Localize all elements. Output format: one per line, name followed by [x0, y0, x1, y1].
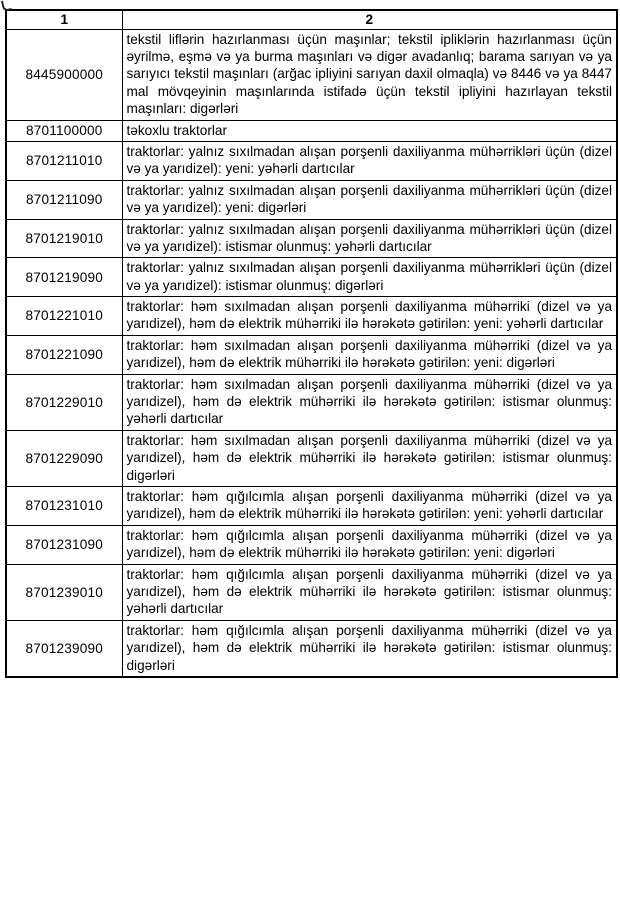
hs-code-cell: 8701100000	[6, 120, 122, 141]
table-row	[6, 374, 617, 430]
description-cell: traktorlar: yalnız sıxılmadan alışan porşenli daxiliyanma mühərrikləri üçün (dizel və ya yarıdizel): yeni: yəhərli dartıcılar	[122, 141, 617, 180]
header-row	[6, 10, 617, 29]
description-cell: traktorlar: yalnız sıxılmadan alışan porşenli daxiliyanma mühərrikləri üçün (dizel və ya yarıdizel): istismar olunmuş: digərləri	[122, 258, 617, 297]
page-corner-artifact	[1, 0, 12, 12]
description-cell: təkoxlu traktorlar	[122, 120, 617, 141]
table-row	[6, 141, 617, 180]
table-row	[6, 620, 617, 677]
table-row	[6, 487, 617, 526]
table-row	[6, 219, 617, 258]
description-cell: tekstil liflərin hazırlanması üçün maşınlar; tekstil ipliklərin hazırlanması üçün əyrilmə, eşmə və ya burma maşınları və digər avadanlıq; barama sarıyan və ya sarıyıcı tekstil maşınları (arğac ipliyini sarıyan daxil olmaqla) və 8446 və ya 8447 mal mövqeyinin maşınlarında istifadə üçün tekstil ipliyini hazırlayan tekstil maşınları: digərləri	[122, 29, 617, 120]
table-row	[6, 258, 617, 297]
description-cell: traktorlar: həm qığılcımla alışan porşenli daxiliyanma mühərriki (dizel və ya yarıdizel), həm də elektrik mühərriki ilə hərəkətə gətirilən: yeni: digərləri	[122, 525, 617, 564]
column-header-1: 1	[6, 10, 122, 29]
hs-code-cell: 8701229010	[6, 374, 122, 430]
hs-code-cell: 8701239090	[6, 620, 122, 677]
description-cell: traktorlar: həm sıxılmadan alışan porşenli daxiliyanma mühərriki (dizel və ya yarıdizel), həm də elektrik mühərriki ilə hərəkətə gətirilən: yeni: yəhərli dartıcılar	[122, 297, 617, 336]
hs-code-cell: 8701219090	[6, 258, 122, 297]
table-row	[6, 180, 617, 219]
hs-code-cell: 8701219010	[6, 219, 122, 258]
hs-code-cell: 8701211010	[6, 141, 122, 180]
description-cell: traktorlar: həm sıxılmadan alışan porşenli daxiliyanma mühərriki (dizel və ya yarıdizel), həm də elektrik mühərriki ilə hərəkətə gətirilən: istismar olunmuş: digərləri	[122, 430, 617, 486]
table-row	[6, 297, 617, 336]
hs-code-cell: 8701211090	[6, 180, 122, 219]
table-row	[6, 430, 617, 486]
description-cell: traktorlar: həm sıxılmadan alışan porşenli daxiliyanma mühərriki (dizel və ya yarıdizel), həm də elektrik mühərriki ilə hərəkətə gətirilən: istismar olunmuş: yəhərli dartıcılar	[122, 374, 617, 430]
description-cell: traktorlar: həm qığılcımla alışan porşenli daxiliyanma mühərriki (dizel və ya yarıdizel), həm də elektrik mühərriki ilə hərəkətə gətirilən: yeni: yəhərli dartıcılar	[122, 487, 617, 526]
description-cell: traktorlar: həm qığılcımla alışan porşenli daxiliyanma mühərriki (dizel və ya yarıdizel), həm də elektrik mühərriki ilə hərəkətə gətirilən: istismar olunmuş: digərləri	[122, 620, 617, 677]
description-cell: traktorlar: həm qığılcımla alışan porşenli daxiliyanma mühərriki (dizel və ya yarıdizel), həm də elektrik mühərriki ilə hərəkətə gətirilən: istismar olunmuş: yəhərli dartıcılar	[122, 564, 617, 620]
table-row	[6, 525, 617, 564]
hs-code-cell: 8701229090	[6, 430, 122, 486]
column-header-2: 2	[122, 10, 617, 29]
table-row	[6, 335, 617, 374]
table-row	[6, 564, 617, 620]
hs-code-cell: 8701221010	[6, 297, 122, 336]
hs-code-cell: 8701231090	[6, 525, 122, 564]
hs-code-cell: 8701231010	[6, 487, 122, 526]
hs-code-cell: 8701221090	[6, 335, 122, 374]
hs-code-cell: 8445900000	[6, 29, 122, 120]
hs-codes-table	[5, 9, 618, 678]
description-cell: traktorlar: yalnız sıxılmadan alışan porşenli daxiliyanma mühərrikləri üçün (dizel və ya yarıdizel): istismar olunmuş: yəhərli dartıcılar	[122, 219, 617, 258]
table-body	[6, 29, 617, 677]
description-cell: traktorlar: həm sıxılmadan alışan porşenli daxiliyanma mühərriki (dizel və ya yarıdizel), həm də elektrik mühərriki ilə hərəkətə gətirilən: yeni: digərləri	[122, 335, 617, 374]
hs-code-cell: 8701239010	[6, 564, 122, 620]
table-row	[6, 29, 617, 120]
description-cell: traktorlar: yalnız sıxılmadan alışan porşenli daxiliyanma mühərrikləri üçün (dizel və ya yarıdizel): yeni: digərləri	[122, 180, 617, 219]
table-header	[6, 10, 617, 29]
table-row	[6, 120, 617, 141]
